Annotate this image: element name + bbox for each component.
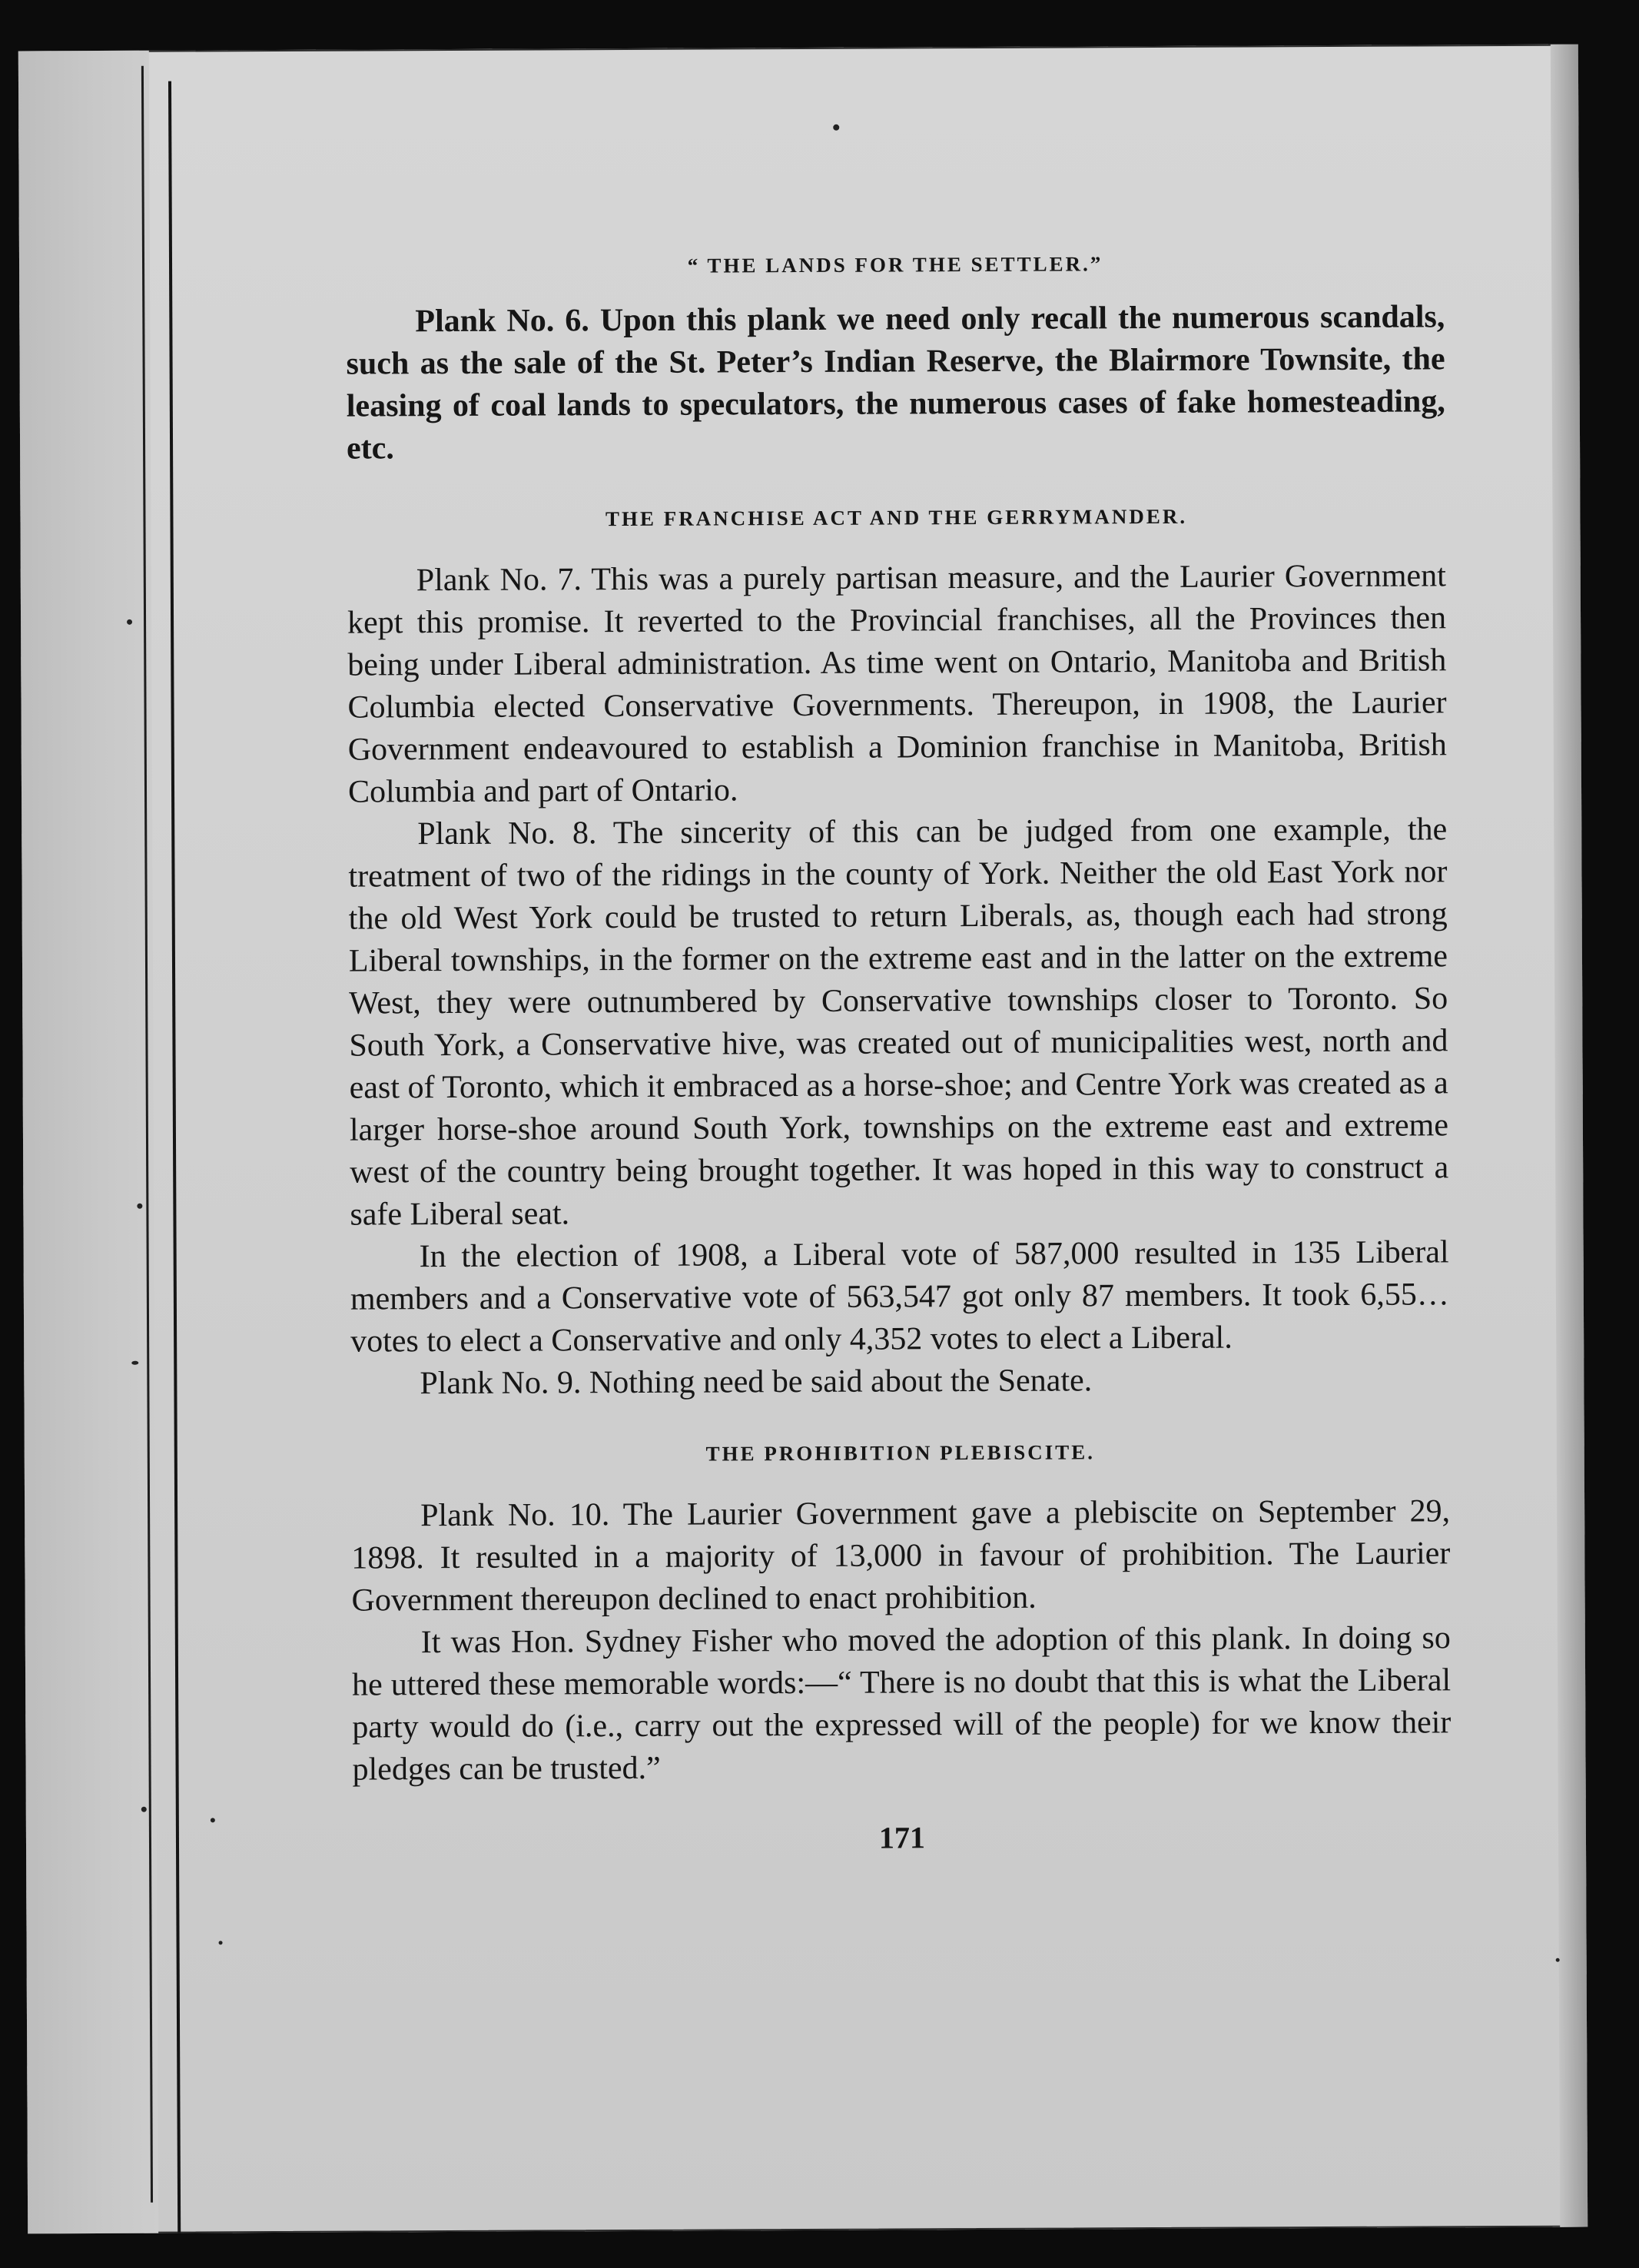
page-right-edge [1551, 45, 1588, 2227]
plank-6-section [346, 296, 1445, 470]
page-body [346, 198, 1452, 1858]
paragraph-plank-10: Plank No. 10. The Laurier Government gave a plebiscite on September 29, 1898. It resulted in a majority of 13,000 in favour of prohibition. The Laurier Government thereupon declined to enact prohibition. [351, 1493, 1451, 1619]
prohibition-section [351, 1490, 1452, 1791]
book-page [18, 45, 1588, 2234]
paragraph-plank-7: Plank No. 7. This was a purely partisan measure, and the Laurier Government kept this promise. It reverted to the Provincial franchises, all the Provinces then being under Liberal administration. As time went on Ontario, Manitoba and British Columbia elected Conservative Governments. Thereupon, in 1908, the Laurier Government endeavoured to establish a Dominion franchise in Manitoba, British Columbia and part of Ontario. [347, 558, 1447, 810]
paragraph-election-1908: In the election of 1908, a Liberal vote of 587,000 resulted in 135 Liberal members and a Conservative vote of 563,547 got only 87 members. It took 6,55… votes to elect a Conservative and only 4,352 votes to elect a Liberal. [350, 1234, 1449, 1360]
paragraph-plank-6: Plank No. 6. Upon this plank we need only recall the numerous scandals, such as the sale of the St. Peter’s Indian Reserve, the Blairmore Townsite, the leasing of coal lands to speculators, the numerous cases of fake homesteading, etc. [346, 299, 1445, 467]
page-number: 171 [878, 1820, 926, 1855]
scan-specks [18, 45, 1578, 51]
heading-prohibition-plebiscite: THE PROHIBITION PLEBISCITE. [705, 1440, 1096, 1466]
franchise-section [347, 555, 1450, 1405]
heading-franchise-act: THE FRANCHISE ACT AND THE GERRYMANDER. [605, 504, 1188, 531]
binding-edge-line-inner [168, 81, 181, 2233]
paragraph-plank-9: Plank No. 9. Nothing need be said about the Senate. [420, 1363, 1093, 1402]
page-gutter [18, 51, 158, 2234]
running-head: “ THE LANDS FOR THE SETTLER.” [687, 252, 1103, 277]
paragraph-plank-8: Plank No. 8. The sincerity of this can be judged from one example, the treatment of two of the ridings in the county of York. Neither the old East York nor the old West York could be trusted to return Liberals, as, though each had strong Liberal townships, in the former on the extreme east and in the latter on the extreme West, they were outnumbered by Conservative townships closer to Toronto. So South York, a Conservative hive, was created out of municipalities west, north and east of Toronto, which it embraced as a horse-shoe; and Centre York was created as a larger horse-shoe around South York, townships on the extreme east and extreme west of the country being brought together. It was hoped in this way to construct a safe Liberal seat. [348, 812, 1449, 1233]
paragraph-fisher-quote: It was Hon. Sydney Fisher who moved the adoption of this plank. In doing so he uttered these memorable words:—“ There is no doubt that this is what the Liberal party would do (i.e., carry out the expressed will of the people) for we know their pledges can be trusted.” [351, 1620, 1452, 1788]
